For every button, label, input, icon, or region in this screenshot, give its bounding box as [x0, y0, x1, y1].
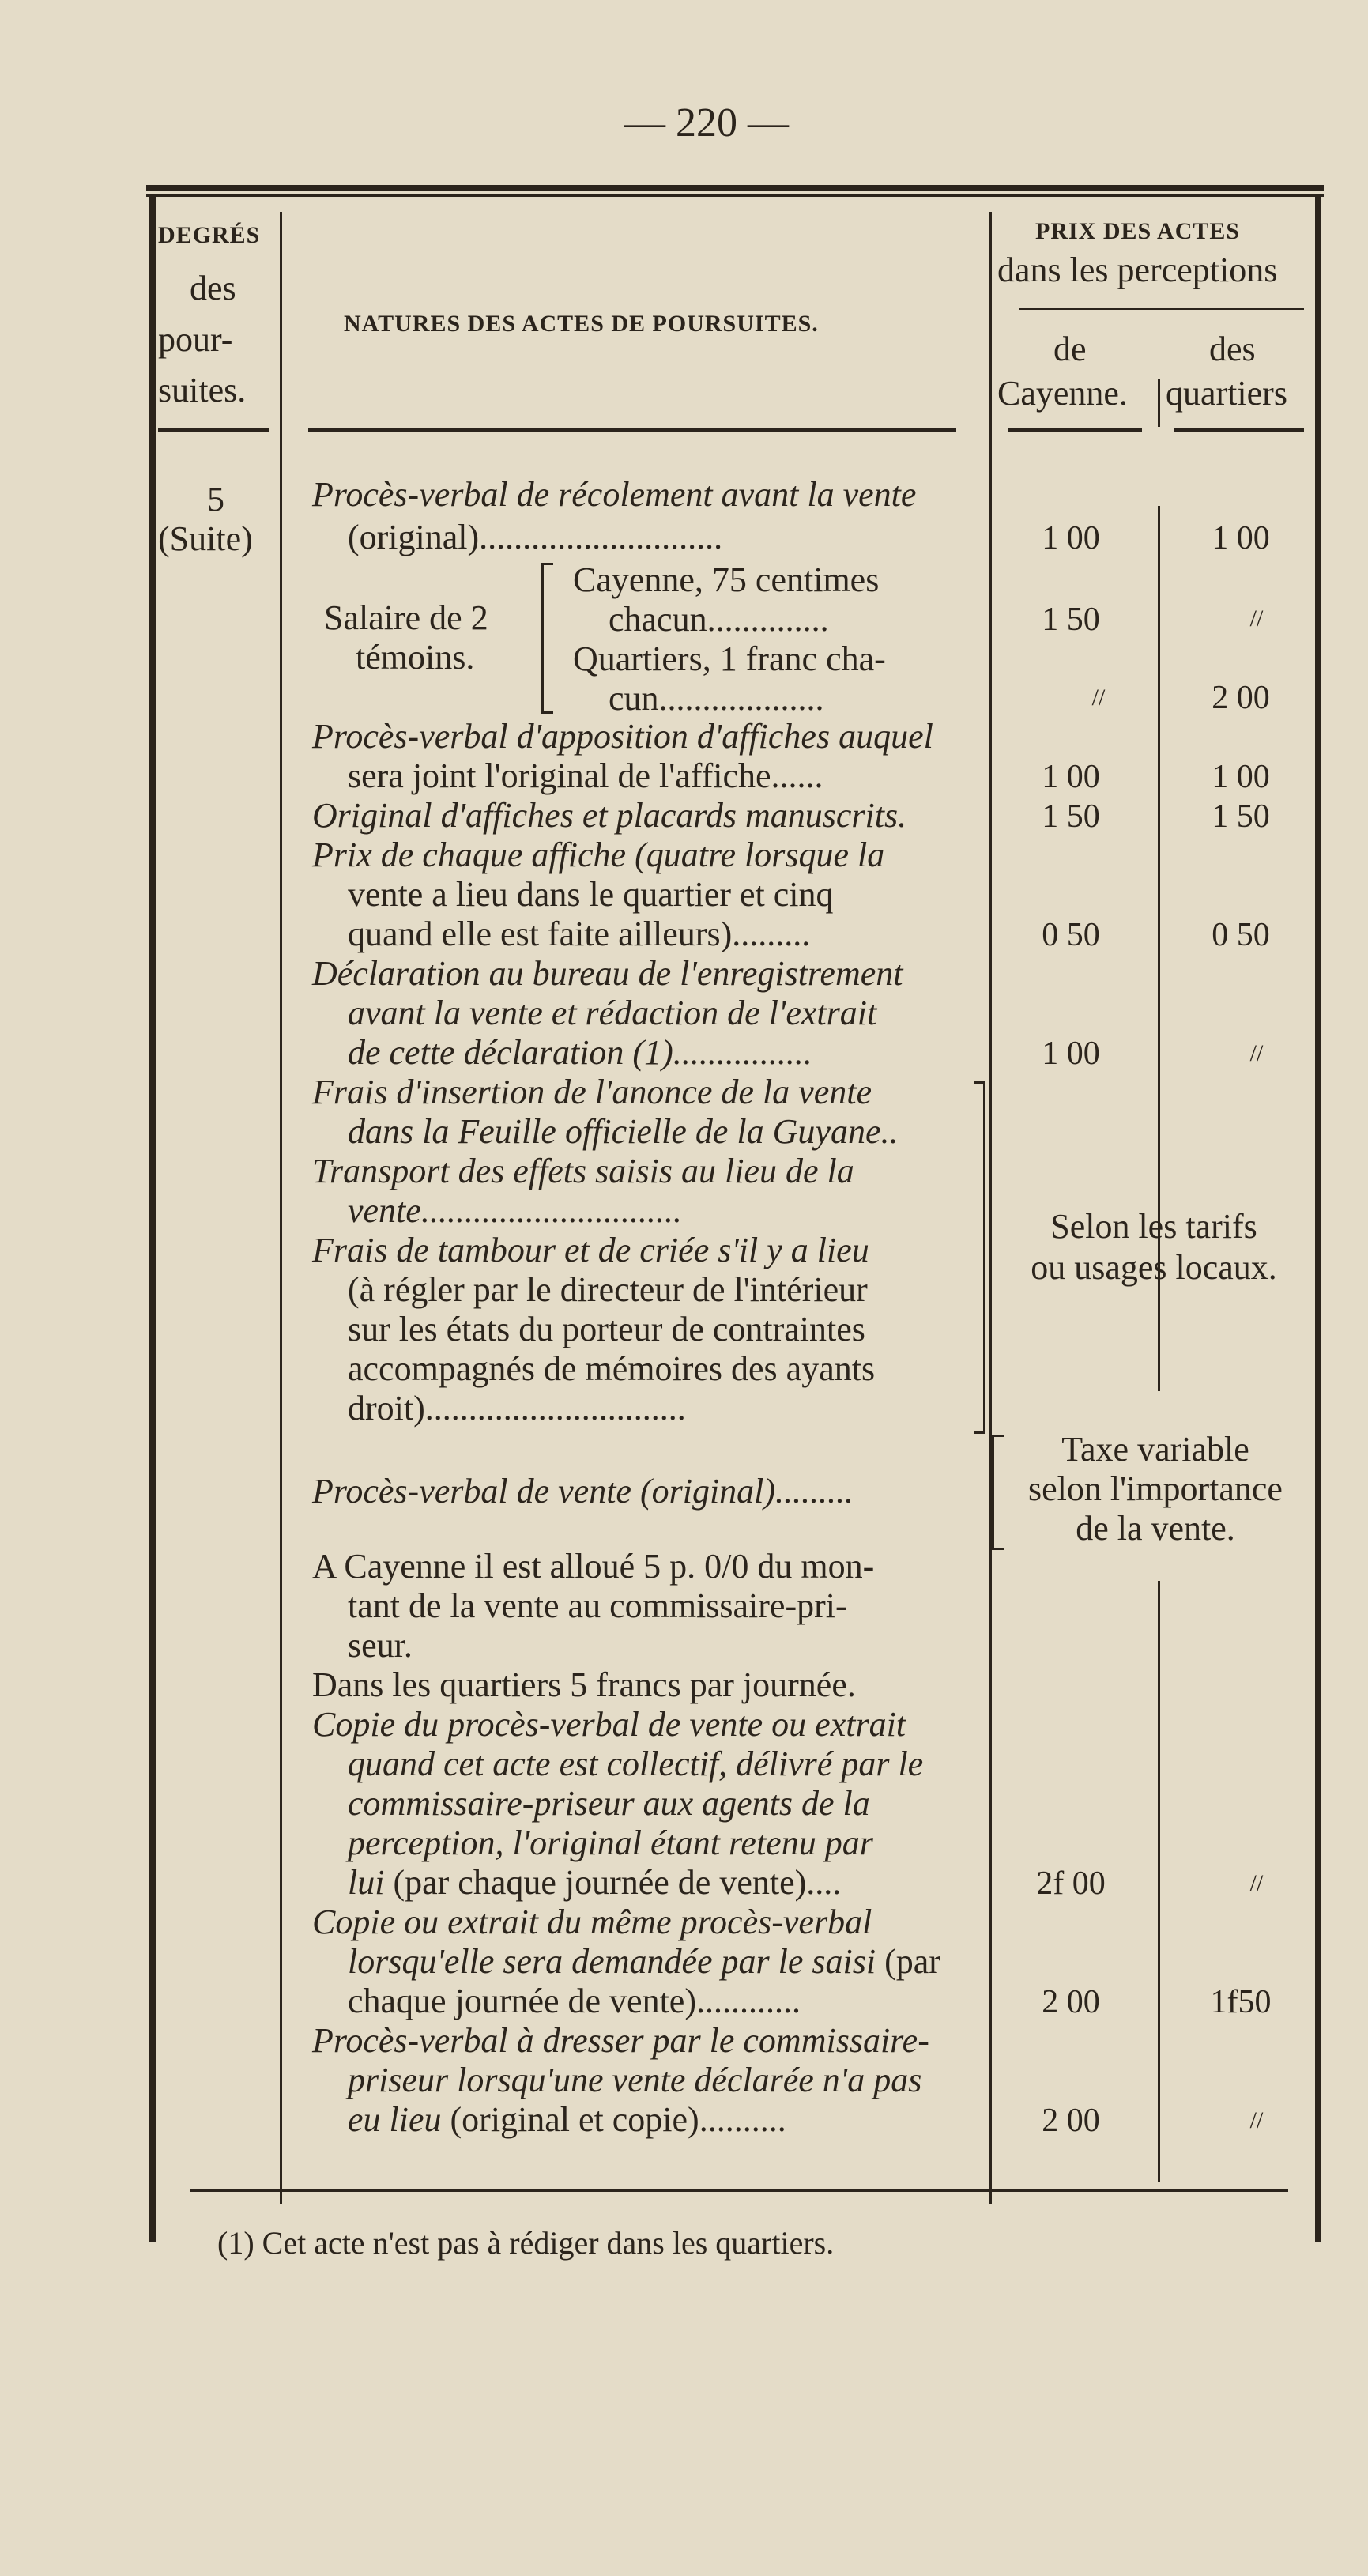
taxe-text: Taxe variable — [1061, 1430, 1249, 1469]
row-text: tant de la vente au commissaire-pri- — [348, 1586, 847, 1625]
row-text: vente.............................. — [348, 1191, 682, 1230]
tarifs-text: ou usages locaux. — [1031, 1248, 1277, 1287]
header-degrees: pour- — [158, 320, 233, 359]
value-quartiers: // — [1249, 605, 1264, 632]
row-text: Cayenne, 75 centimes — [573, 560, 880, 599]
header-degrees: des — [190, 269, 236, 307]
row-text: Transport des effets saisis au lieu de la — [312, 1152, 854, 1190]
row-text-italic: eu lieu — [348, 2100, 442, 2139]
row-text: de cette déclaration (1)................ — [348, 1033, 812, 1072]
value-cayenne: 1 00 — [1042, 1035, 1100, 1072]
taxe-text: selon l'importance — [1028, 1469, 1283, 1508]
header-col-quartiers: des — [1209, 330, 1256, 368]
value-cayenne: 2 00 — [1042, 1984, 1100, 2020]
row-text: Dans les quartiers 5 francs par journée. — [312, 1665, 856, 1704]
value-quartiers: 1 00 — [1212, 759, 1270, 795]
row-text: (à régler par le directeur de l'intérieur — [348, 1270, 868, 1309]
footnote: (1) Cet acte n'est pas à rédiger dans les quartiers. — [217, 2225, 835, 2261]
row-text: Frais de tambour et de criée s'il y a lieu — [312, 1231, 869, 1269]
value-cayenne: 1 00 — [1042, 759, 1100, 795]
row-text: sera joint l'original de l'affiche...... — [348, 756, 823, 795]
row-text: Copie du procès-verbal de vente ou extrait — [312, 1705, 906, 1744]
header-col-cayenne: Cayenne. — [997, 374, 1128, 413]
row-text: Procès-verbal de vente (original)......... — [312, 1472, 854, 1511]
row-text: quand cet acte est collectif, délivré par le — [348, 1744, 924, 1783]
header-prix: dans les perceptions — [997, 251, 1278, 289]
row-text-italic: lorsqu'elle sera demandée par le saisi — [348, 1942, 876, 1981]
row-text: chacun.............. — [609, 600, 829, 639]
row-text — [348, 1865, 841, 1900]
row-text: perception, l'original étant retenu par — [348, 1824, 873, 1862]
row-text-italic: lui — [348, 1863, 385, 1902]
value-cayenne: // — [1091, 685, 1106, 711]
value-quartiers: // — [1249, 1040, 1264, 1066]
header-degrees: suites. — [158, 371, 247, 409]
row-text: vente a lieu dans le quartier et cinq — [348, 875, 834, 914]
row-text: quand elle est faite ailleurs)......... — [348, 915, 811, 953]
row-text: Frais d'insertion de l'anonce de la vente — [312, 1073, 872, 1111]
value-quartiers: // — [1249, 2107, 1264, 2133]
header-col-quartiers: quartiers — [1166, 374, 1287, 413]
row-text: cun................... — [609, 679, 824, 718]
value-cayenne: 2f 00 — [1036, 1865, 1106, 1902]
salaire-label: Salaire de 2 — [324, 598, 488, 637]
value-quartiers: // — [1249, 1870, 1264, 1896]
header-prix: PRIX DES ACTES — [1035, 218, 1241, 244]
header-natures: NATURES DES ACTES DE POURSUITES. — [344, 311, 819, 337]
brace — [974, 1081, 985, 1434]
row-text — [348, 1944, 940, 1979]
value-quartiers: 0 50 — [1212, 917, 1270, 953]
row-text: Procès-verbal à dresser par le commissaire- — [312, 2021, 929, 2060]
row-text — [348, 2100, 786, 2139]
row-text: dans la Feuille officielle de la Guyane.. — [348, 1112, 899, 1151]
header-col-cayenne: de — [1053, 330, 1087, 368]
row-text-roman: (par — [876, 1942, 940, 1981]
row-text: seur. — [348, 1626, 413, 1665]
taxe-text: de la vente. — [1076, 1509, 1235, 1548]
row-text: A Cayenne il est alloué 5 p. 0/0 du mon- — [312, 1547, 875, 1586]
row-text: (original)............................ — [348, 518, 723, 556]
value-quartiers: 1 00 — [1212, 520, 1270, 556]
row-text: Procès-verbal d'apposition d'affiches auquel — [312, 717, 933, 756]
row-text: droit).............................. — [348, 1389, 686, 1428]
value-cayenne: 1 50 — [1042, 798, 1100, 835]
brace — [541, 563, 553, 714]
row-text: Copie ou extrait du même procès-verbal — [312, 1903, 872, 1941]
degree-suite: (Suite) — [158, 519, 253, 558]
row-text: avant la vente et rédaction de l'extrait — [348, 994, 877, 1032]
value-quartiers: 1 50 — [1212, 798, 1270, 835]
row-text: Quartiers, 1 franc cha- — [573, 639, 886, 678]
row-text: sur les états du porteur de contraintes — [348, 1310, 865, 1348]
value-cayenne: 1 50 — [1042, 602, 1100, 638]
header-degrees: DEGRÉS — [158, 222, 261, 248]
value-cayenne: 2 00 — [1042, 2103, 1100, 2139]
value-cayenne: 0 50 — [1042, 917, 1100, 953]
row-text: priseur lorsqu'une vente déclarée n'a pas — [348, 2061, 922, 2099]
row-text: Procès-verbal de récolement avant la vente — [312, 475, 917, 514]
row-text: Prix de chaque affiche (quatre lorsque la — [312, 835, 885, 874]
row-text-roman: (original et copie).......... — [441, 2100, 786, 2139]
page-number: — 220 — — [624, 100, 789, 145]
row-text-roman: (par chaque journée de vente).... — [384, 1863, 842, 1902]
salaire-label: témoins. — [356, 638, 475, 677]
value-quartiers: 2 00 — [1212, 680, 1270, 716]
value-quartiers: 1f50 — [1210, 1984, 1272, 2020]
tarifs-text: Selon les tarifs — [1050, 1207, 1257, 1246]
row-text: Déclaration au bureau de l'enregistrement — [312, 954, 903, 993]
row-text: accompagnés de mémoires des ayants — [348, 1349, 876, 1388]
row-text: chaque journée de vente)............ — [348, 1982, 801, 2020]
row-text: commissaire-priseur aux agents de la — [348, 1784, 870, 1823]
value-cayenne: 1 00 — [1042, 520, 1100, 556]
row-text: Original d'affiches et placards manuscrits. — [312, 796, 907, 835]
degree-number: 5 — [207, 480, 224, 519]
